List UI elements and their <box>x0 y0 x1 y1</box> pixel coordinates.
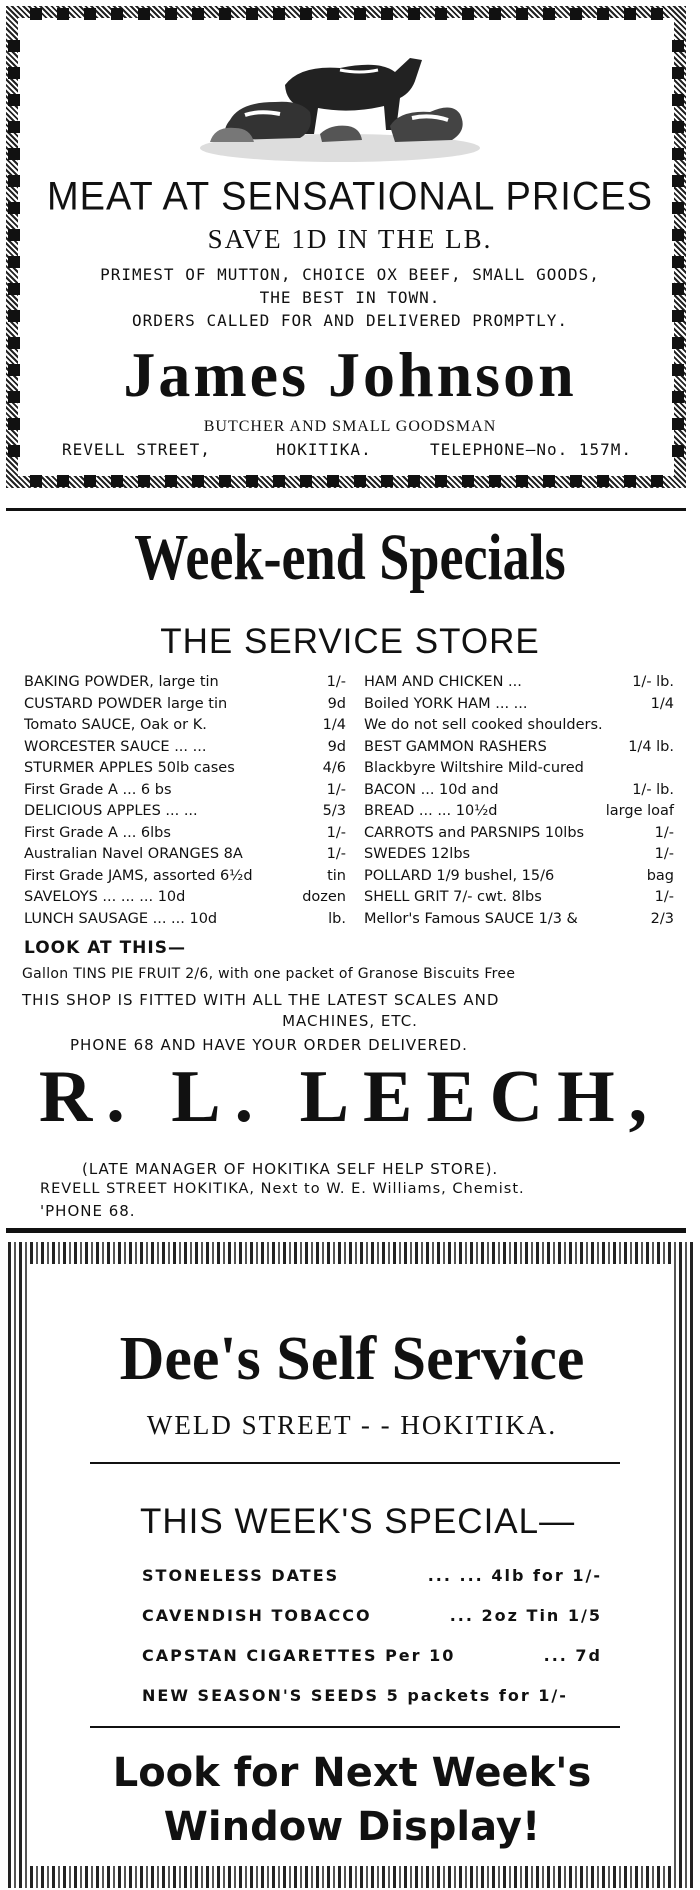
item-name: First Grade JAMS, assorted 6½d <box>24 867 253 884</box>
item-name: BREAD ... ... 10½d <box>364 803 498 819</box>
store-address: REVELL STREET HOKITIKA, Next to W. E. Williams, Chemist. <box>40 1181 525 1197</box>
border-square <box>84 8 96 20</box>
item-price: 1/- <box>326 824 346 841</box>
divider <box>90 1726 620 1728</box>
border-square <box>543 8 555 20</box>
divider <box>6 1228 686 1233</box>
price-row <box>24 866 346 888</box>
item-name: BAKING POWDER, large tin <box>24 674 219 690</box>
item-price: 1/- lb. <box>632 781 674 798</box>
save-line: SAVE 1D IN THE LB. <box>207 224 493 254</box>
item-name: First Grade A ... 6 bs <box>24 781 172 798</box>
item-name: LUNCH SAUSAGE ... ... 10d <box>24 910 218 927</box>
item-name: Australian Navel ORANGES 8A <box>24 846 243 862</box>
store-name: THE SERVICE STORE <box>160 622 540 661</box>
price-list-right <box>364 672 674 930</box>
border-square <box>192 8 204 20</box>
cattle-illustration-icon <box>190 30 480 165</box>
price-row <box>24 672 346 694</box>
border-square <box>30 475 42 487</box>
border-square <box>381 8 393 20</box>
item-price: 1/- <box>326 674 346 690</box>
border-square <box>246 8 258 20</box>
item-name: Boiled YORK HAM ... ... <box>364 695 528 712</box>
item-name: Blackbyre Wiltshire Mild-cured <box>364 760 584 776</box>
divider <box>6 508 686 511</box>
item-price: 4/6 <box>322 760 346 776</box>
border-square <box>570 475 582 487</box>
weekend-specials-title: Week-end Specials <box>134 521 566 594</box>
fitted-line-1: THIS SHOP IS FITTED WITH ALL THE LATEST SCALES AND <box>22 991 500 1009</box>
border-square <box>516 8 528 20</box>
price-row <box>364 758 674 780</box>
border-square <box>381 475 393 487</box>
border-square <box>354 475 366 487</box>
products-line: PRIMEST OF MUTTON, CHOICE OX BEEF, SMALL GOODS, <box>100 265 600 284</box>
border-square <box>672 94 684 106</box>
store-phone: 'PHONE 68. <box>40 1202 136 1220</box>
best-in-town: THE BEST IN TOWN. <box>259 288 441 307</box>
meat-advertisement <box>0 0 700 497</box>
item-price: 1/4 <box>322 717 346 733</box>
border-square <box>327 8 339 20</box>
fitted-line-2: MACHINES, ETC. <box>282 1012 418 1030</box>
telephone: TELEPHONE—No. 157M. <box>430 440 633 459</box>
border-square <box>672 445 684 457</box>
price-row <box>24 737 346 759</box>
border-square <box>192 475 204 487</box>
item-name: We do not sell cooked shoulders. <box>364 717 603 733</box>
divider <box>90 1462 620 1464</box>
dees-title: Dee's Self Service <box>119 1325 585 1393</box>
look-line-1: Look for Next Week's <box>112 1750 592 1796</box>
item-price: 9d <box>327 738 346 755</box>
border-square <box>435 475 447 487</box>
price-row <box>364 844 674 866</box>
window-display-notice <box>30 1746 674 1854</box>
item-price: 9d <box>327 695 346 712</box>
price-row <box>24 758 346 780</box>
item-name: First Grade A ... 6lbs <box>24 824 171 841</box>
item-price: 1/- <box>326 846 346 862</box>
item-price: 1/- <box>654 824 674 841</box>
item-name: Tomato SAUCE, Oak or K. <box>24 717 207 733</box>
item-price: 1/- <box>326 781 346 798</box>
border-square <box>489 475 501 487</box>
border-square <box>354 8 366 20</box>
border-square <box>672 121 684 133</box>
border-square <box>651 475 663 487</box>
dees-advertisement <box>8 1242 696 1888</box>
border-square <box>327 475 339 487</box>
border-square <box>570 8 582 20</box>
item-name: SAVELOYS ... ... ... 10d <box>24 889 186 905</box>
price-row <box>24 844 346 866</box>
item-price: 2/3 <box>650 910 674 927</box>
border-square <box>273 475 285 487</box>
item-price: 5/3 <box>322 803 346 819</box>
border-square <box>462 8 474 20</box>
price-row <box>364 866 674 888</box>
border-square <box>300 8 312 20</box>
pie-fruit-offer: Gallon TINS PIE FRUIT 2/6, with one packet of Granose Biscuits Free <box>22 966 516 982</box>
border-square <box>408 8 420 20</box>
border-square <box>8 40 20 52</box>
item-price: dozen <box>302 889 346 905</box>
price-list-left <box>24 672 346 930</box>
item-price: lb. <box>328 910 346 927</box>
price-row <box>24 909 346 931</box>
border-square <box>57 8 69 20</box>
dees-address: WELD STREET - - HOKITIKA. <box>146 1410 558 1440</box>
phone-order-line: PHONE 68 AND HAVE YOUR ORDER DELIVERED. <box>70 1036 468 1054</box>
headline: MEAT AT SENSATIONAL PRICES <box>46 174 653 220</box>
price-row <box>364 694 674 716</box>
special-row <box>142 1646 602 1665</box>
item-price: large loaf <box>605 803 674 819</box>
special-item: NEW SEASON'S SEEDS 5 packets for 1/- <box>142 1686 568 1705</box>
border-square <box>462 475 474 487</box>
border-square <box>300 475 312 487</box>
price-row <box>364 909 674 931</box>
border-square <box>8 94 20 106</box>
look-line-2: Window Display! <box>163 1804 541 1850</box>
border-square <box>8 445 20 457</box>
proprietor-name: R. L. LEECH, <box>38 1056 662 1138</box>
item-name: CUSTARD POWDER large tin <box>24 695 228 712</box>
price-row <box>364 780 674 802</box>
price-row <box>364 672 674 694</box>
border-square <box>597 8 609 20</box>
late-manager-line: (LATE MANAGER OF HOKITIKA SELF HELP STORE). <box>82 1160 499 1178</box>
border-square <box>246 475 258 487</box>
price-row <box>24 694 346 716</box>
border-square <box>597 475 609 487</box>
border-square <box>111 8 123 20</box>
price-row <box>24 715 346 737</box>
item-name: Mellor's Famous SAUCE 1/3 & <box>364 910 578 927</box>
border-square <box>8 67 20 79</box>
border-square <box>165 8 177 20</box>
border-square <box>273 8 285 20</box>
trade-description: BUTCHER AND SMALL GOODSMAN <box>203 418 497 435</box>
price-row <box>24 823 346 845</box>
special-item: STONELESS DATES <box>142 1566 340 1585</box>
item-price: bag <box>646 867 674 884</box>
item-name: BEST GAMMON RASHERS <box>364 738 547 755</box>
town: HOKITIKA. <box>276 440 372 459</box>
border-square <box>165 475 177 487</box>
item-name: SWEDES 12lbs <box>364 846 471 862</box>
special-row <box>142 1606 602 1625</box>
border-square <box>138 8 150 20</box>
item-name: BACON ... 10d and <box>364 781 499 798</box>
price-row <box>24 801 346 823</box>
item-price: 1/- <box>654 846 674 862</box>
item-name: WORCESTER SAUCE ... ... <box>24 738 207 755</box>
look-at-this: LOOK AT THIS— <box>24 938 186 958</box>
price-row <box>24 887 346 909</box>
item-price: 1/4 lb. <box>628 738 674 755</box>
border-square <box>435 8 447 20</box>
border-square <box>84 475 96 487</box>
item-price: 1/- lb. <box>632 674 674 690</box>
border-square <box>516 475 528 487</box>
border-square <box>8 121 20 133</box>
item-name: SHELL GRIT 7/- cwt. 8lbs <box>364 889 542 905</box>
special-row <box>142 1566 602 1585</box>
price-row <box>364 887 674 909</box>
price-row <box>24 780 346 802</box>
orders-line: ORDERS CALLED FOR AND DELIVERED PROMPTLY. <box>132 311 568 330</box>
border-square <box>624 8 636 20</box>
item-price: 1/- <box>654 889 674 905</box>
border-square <box>219 8 231 20</box>
item-name: CARROTS and PARSNIPS 10lbs <box>364 824 585 841</box>
border-square <box>672 67 684 79</box>
special-price: ... ... 4lb for 1/- <box>427 1566 602 1585</box>
border-square <box>138 475 150 487</box>
street: REVELL STREET, <box>62 440 211 459</box>
special-price: ... 7d <box>543 1646 602 1665</box>
item-name: DELICIOUS APPLES ... ... <box>24 803 198 819</box>
border-square <box>489 8 501 20</box>
border-square <box>111 475 123 487</box>
price-row <box>364 801 674 823</box>
border-square <box>30 8 42 20</box>
item-name: STURMER APPLES 50lb cases <box>24 760 235 776</box>
price-row <box>364 715 674 737</box>
border-square <box>57 475 69 487</box>
item-name: POLLARD 1/9 bushel, 15/6 <box>364 867 555 884</box>
special-item: CAVENDISH TOBACCO <box>142 1606 372 1625</box>
this-weeks-special: THIS WEEK'S SPECIAL— <box>140 1502 576 1541</box>
special-row <box>142 1686 602 1705</box>
price-row <box>364 737 674 759</box>
border-square <box>624 475 636 487</box>
border-square <box>408 475 420 487</box>
border-square <box>651 8 663 20</box>
border-square <box>672 40 684 52</box>
border-square <box>543 475 555 487</box>
business-name: James Johnson <box>123 339 577 410</box>
border-square <box>672 148 684 160</box>
special-item: CAPSTAN CIGARETTES Per 10 <box>142 1646 456 1665</box>
item-price: 1/4 <box>650 695 674 712</box>
special-price: ... 2oz Tin 1/5 <box>449 1606 602 1625</box>
price-row <box>364 823 674 845</box>
item-price: tin <box>327 867 346 884</box>
border-square <box>219 475 231 487</box>
item-name: HAM AND CHICKEN ... <box>364 674 522 690</box>
border-square <box>8 148 20 160</box>
